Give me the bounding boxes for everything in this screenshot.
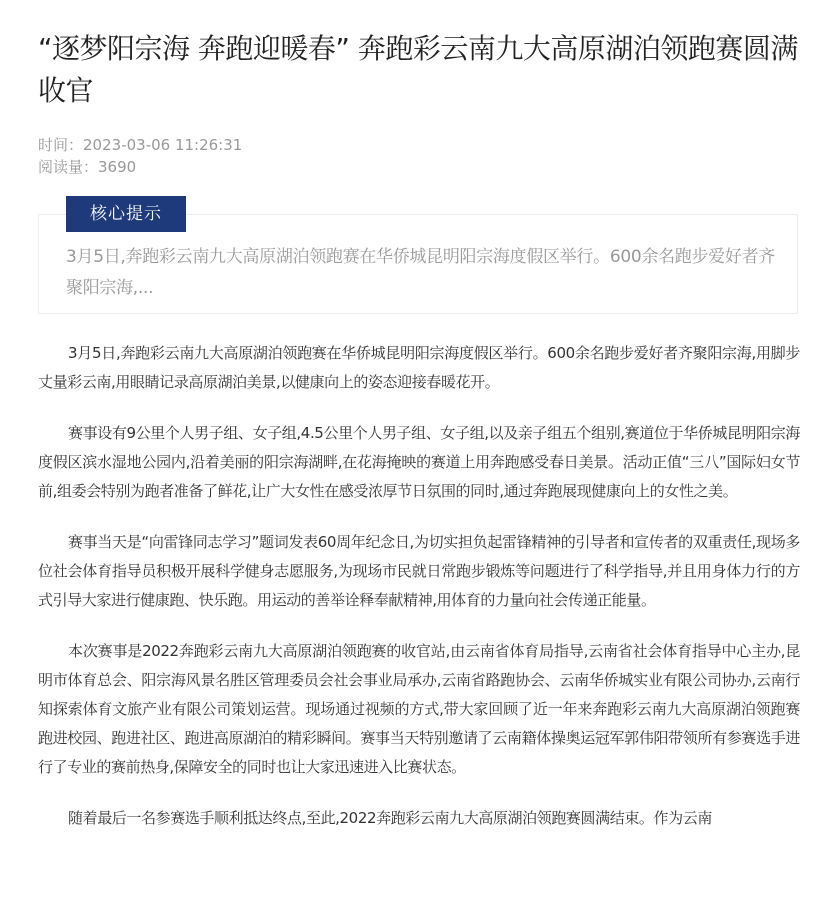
publish-time [38,134,242,156]
summary-tag: 核心提示 [66,196,186,232]
article-paragraph: 赛事设有9公里个人男子组、女子组,4.5公里个人男子组、女子组,以及亲子组五个组别,赛道位于华侨城昆明阳宗海度假区滨水湿地公园内,沿着美丽的阳宗海湖畔,在花海掩映的赛道上用奔跑感受春日美景。活动正值“三八”国际妇女节前,组委会特别为跑者准备了鲜花,让广大女性在感受浓厚节日氛围的同时,通过奔跑展现健康向上的女性之美。 [38,424,800,500]
publish-time-label: 时间： [38,136,84,154]
article-title: “逐梦阳宗海 奔跑迎暖春” 奔跑彩云南九大高原湖泊领跑赛圆满收官 [38,32,798,107]
read-count-label: 阅读量： [38,158,99,176]
summary-text: 3月5日,奔跑彩云南九大高原湖泊领跑赛在华侨城昆明阳宗海度假区举行。600余名跑步爱好者齐聚阳宗海,... [66,247,775,298]
article-body [38,339,800,855]
read-count-value: 3690 [98,158,137,176]
article-paragraph: 本次赛事是2022奔跑彩云南九大高原湖泊领跑赛的收官站,由云南省体育局指导,云南省社会体育指导中心主办,昆明市体育总会、阳宗海风景名胜区管理委员会社会事业局承办,云南省路跑协会、云南华侨城实业有限公司协办,云南行知探索体育文旅产业有限公司策划运营。现场通过视频的方式,带大家回顾了近一年来奔跑彩云南九大高原湖泊领跑赛跑进校园、跑进社区、跑进高原湖泊的精彩瞬间。赛事当天特别邀请了云南籍体操奥运冠军郭伟阳带领所有参赛选手进行了专业的赛前热身,保障安全的同时也让大家迅速进入比赛状态。 [38,642,800,776]
article-paragraph: 随着最后一名参赛选手顺利抵达终点,至此,2022奔跑彩云南九大高原湖泊领跑赛圆满结束。作为云南 [68,809,712,827]
article-paragraph: 赛事当天是“向雷锋同志学习”题词发表60周年纪念日,为切实担负起雷锋精神的引导者和宣传者的双重责任,现场多位社会体育指导员积极开展科学健身志愿服务,为现场市民就日常跑步锻炼等问题进行了科学指导,并且用身体力行的方式引导大家进行健康跑、快乐跑。用运动的善举诠释奉献精神,用体育的力量向社会传递正能量。 [38,533,800,609]
publish-time-value: 2023-03-06 11:26:31 [83,136,243,154]
article-paragraph: 3月5日,奔跑彩云南九大高原湖泊领跑赛在华侨城昆明阳宗海度假区举行。600余名跑步爱好者齐聚阳宗海,用脚步丈量彩云南,用眼睛记录高原湖泊美景,以健康向上的姿态迎接春暖花开。 [38,344,800,391]
read-count [38,156,136,178]
